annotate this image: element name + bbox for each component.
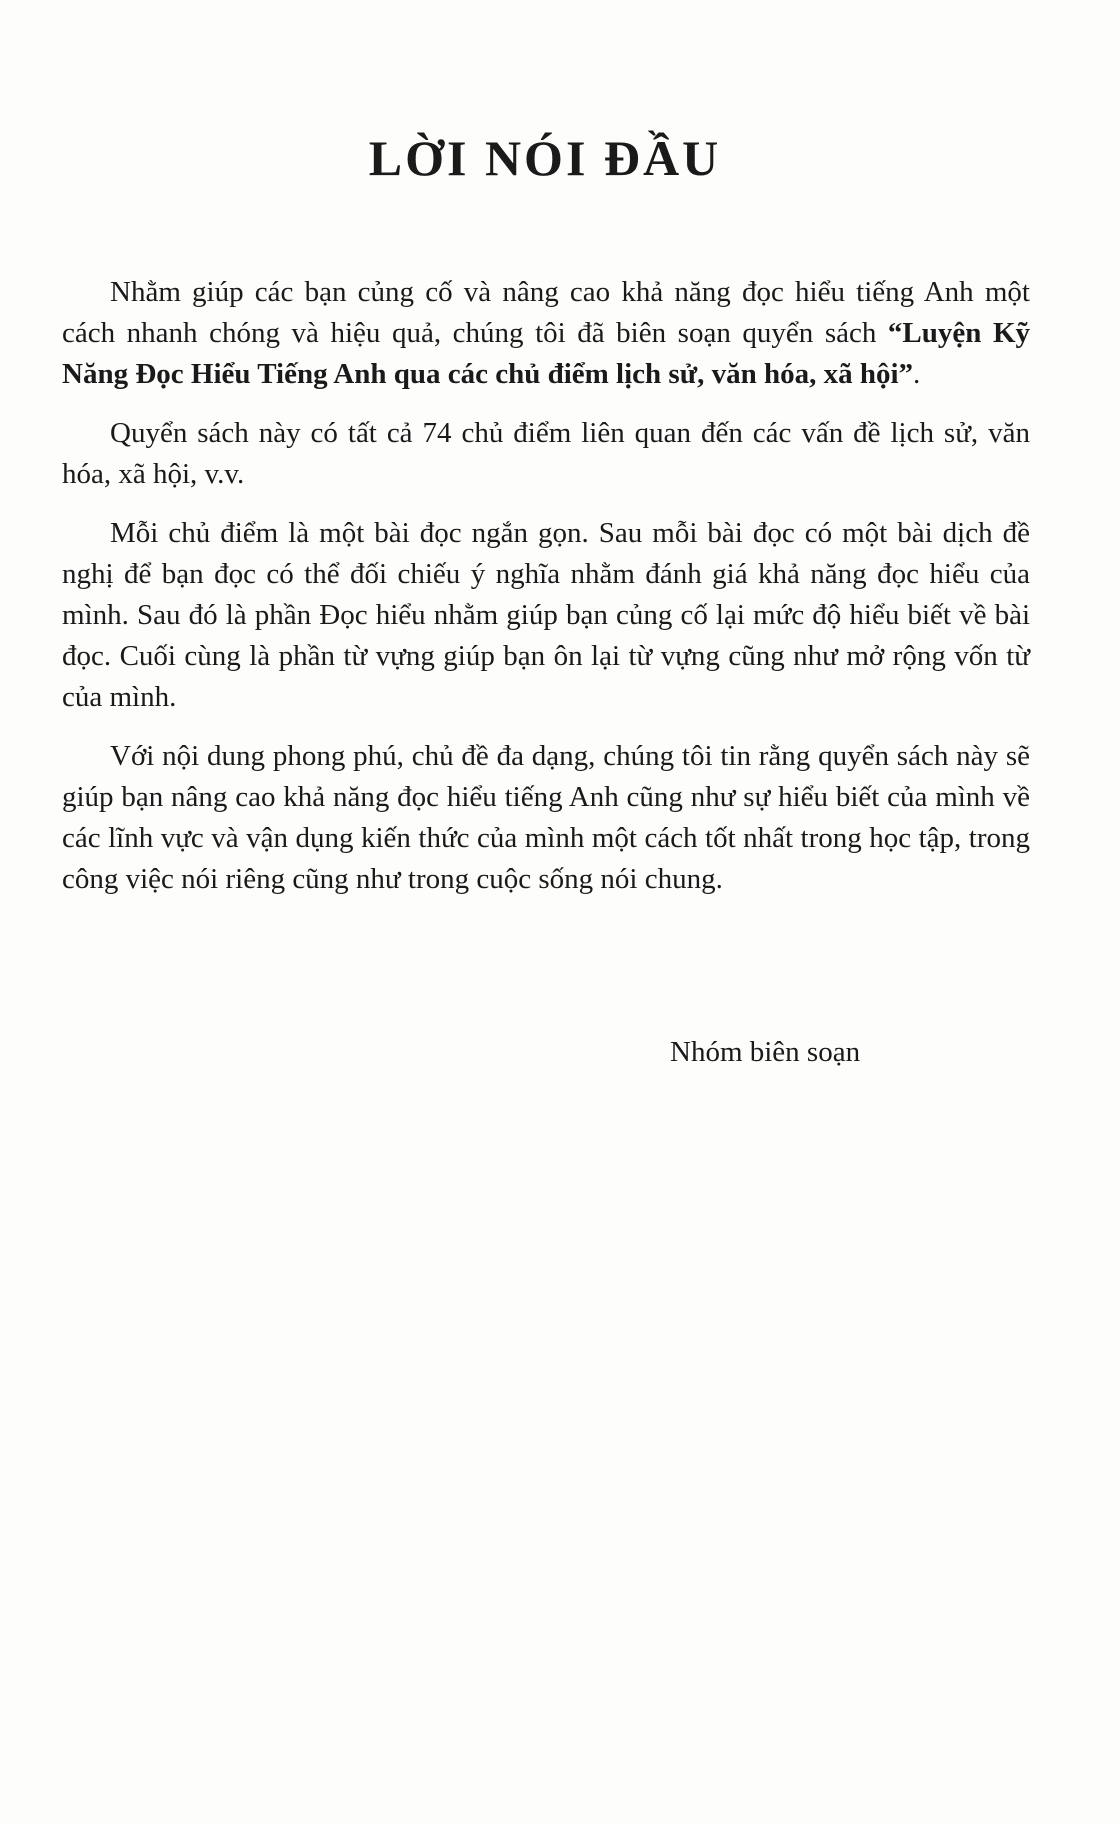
paragraph-intro-end: . — [913, 358, 921, 390]
page-title: LỜI NÓI ĐẦU — [368, 130, 722, 186]
book-title: “Luyện Kỹ Năng Đọc Hiểu Tiếng Anh qua các chủ điểm lịch sử, văn hóa, xã hội” — [62, 317, 1031, 390]
signature: Nhóm biên soạn — [670, 1036, 861, 1068]
preface-body — [62, 272, 1030, 918]
paragraph-structure: Mỗi chủ điểm là một bài đọc ngắn gọn. Sau mỗi bài đọc có một bài dịch đề nghị để bạn đọc có thể đối chiếu ý nghĩa nhằm đánh giá khả năng đọc hiểu của mình. Sau đó là phần Đọc hiểu nhằm giúp bạn củng cố lại mức độ hiểu biết về bài đọc. Cuối cùng là phần từ vựng giúp bạn ôn lại từ vựng cũng như mở rộng vốn từ của mình. — [62, 517, 1030, 713]
paragraph-intro — [62, 272, 1030, 395]
paragraph-conclusion: Với nội dung phong phú, chủ đề đa dạng, chúng tôi tin rằng quyển sách này sẽ giúp bạn nâng cao khả năng đọc hiểu tiếng Anh cũng như sự hiểu biết của mình về các lĩnh vực và vận dụng kiến thức của mình một cách tốt nhất trong học tập, trong công việc nói riêng cũng như trong cuộc sống nói chung. — [62, 740, 1030, 895]
paragraph-topics: Quyển sách này có tất cả 74 chủ điểm liên quan đến các vấn đề lịch sử, văn hóa, xã hội, v.v. — [62, 417, 1030, 490]
paragraph-intro-text: Nhằm giúp các bạn củng cố và nâng cao khả năng đọc hiểu tiếng Anh một cách nhanh chóng và hiệu quả, chúng tôi đã biên soạn quyển sách — [62, 276, 1030, 349]
